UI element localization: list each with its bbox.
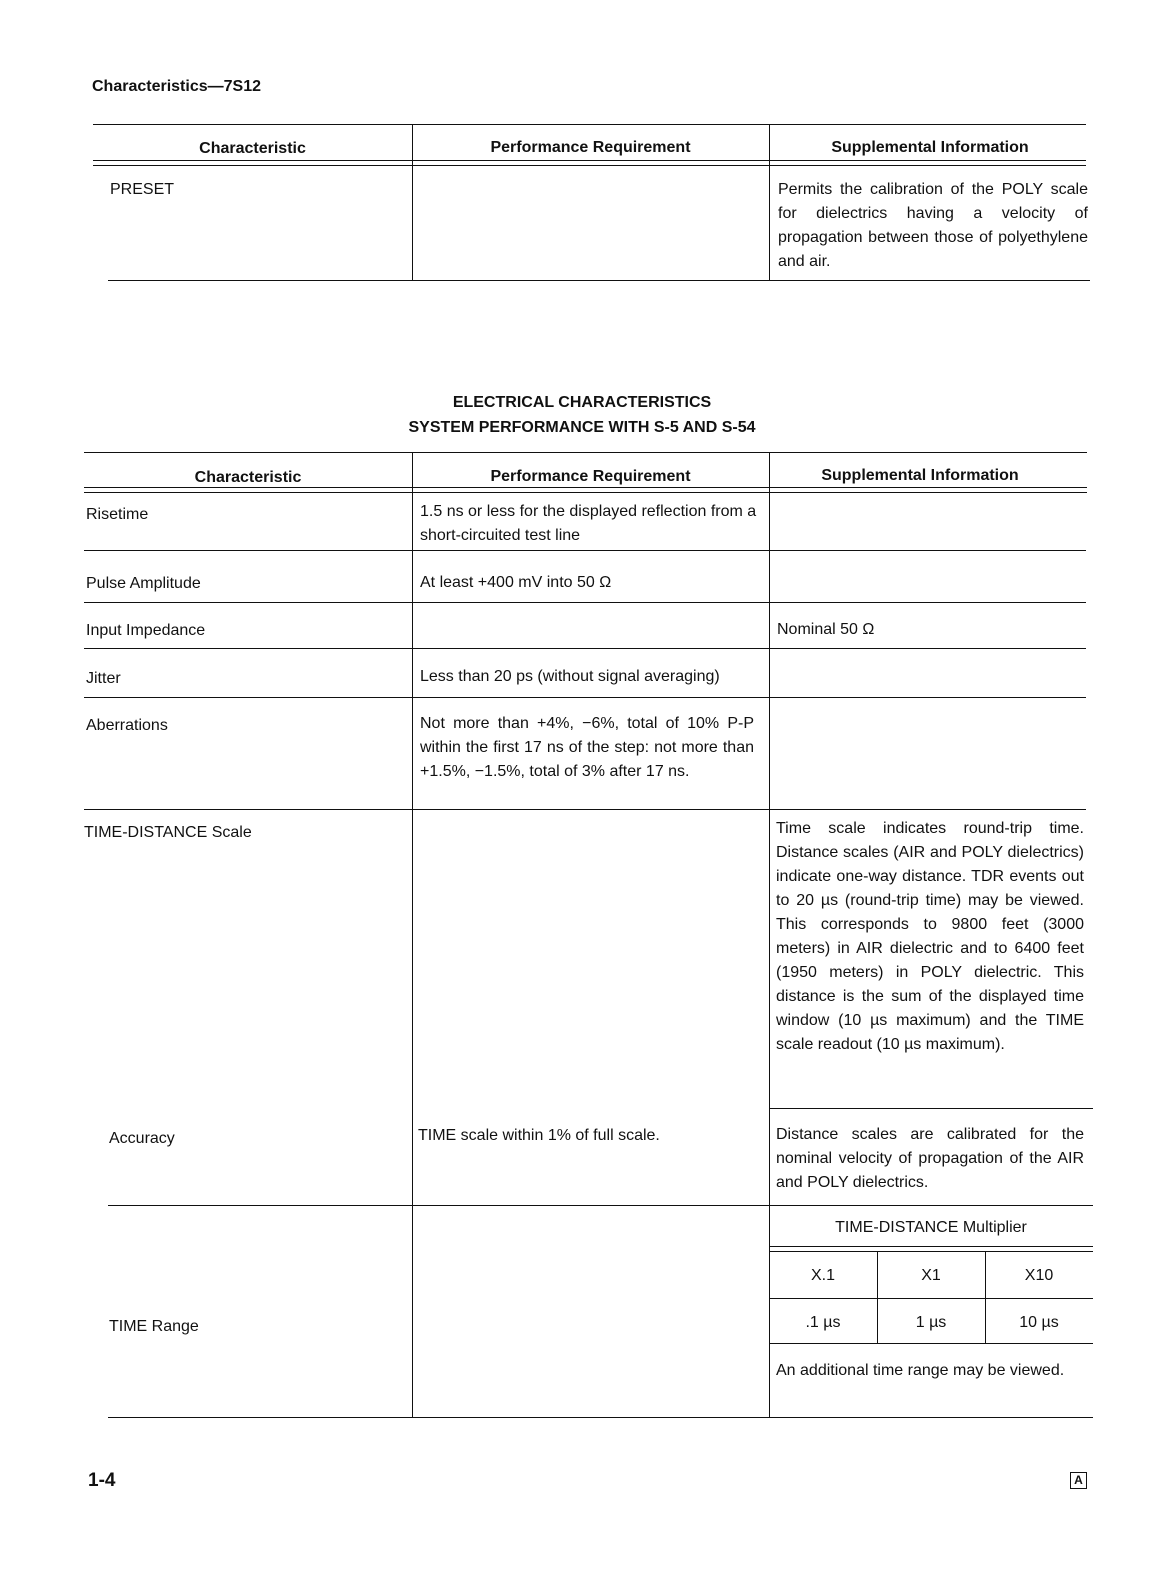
multiplier-title: TIME-DISTANCE Multiplier	[835, 1219, 1027, 1236]
table-rule	[769, 1246, 1093, 1247]
table-rule	[108, 280, 1090, 281]
time-range-x10: 10 µs	[1019, 1314, 1059, 1331]
table-rule	[769, 1251, 1093, 1252]
page-number: 1-4	[88, 1470, 116, 1491]
preset-characteristic: PRESET	[110, 181, 175, 198]
table-rule	[93, 160, 1086, 161]
row-pulse-amplitude-characteristic: Pulse Amplitude	[86, 575, 201, 592]
table-rule	[84, 550, 1086, 551]
column-header-performance: Performance Requirement	[490, 468, 691, 485]
table-rule	[84, 452, 1087, 453]
multiplier-x1: X1	[921, 1267, 941, 1284]
time-range-x1: 1 µs	[915, 1314, 947, 1331]
table-rule	[84, 602, 1086, 603]
row-accuracy-characteristic: Accuracy	[109, 1130, 175, 1147]
table-rule	[769, 1108, 1093, 1109]
running-head: Characteristics—7S12	[92, 78, 261, 95]
column-header-performance: Performance Requirement	[490, 139, 691, 156]
row-aberrations-characteristic: Aberrations	[86, 717, 168, 734]
row-risetime-requirement: 1.5 ns or less for the displayed reflection from a short-circuited test line	[420, 503, 757, 544]
table-rule	[769, 1298, 1093, 1299]
table-rule	[93, 124, 1086, 125]
column-divider	[412, 452, 413, 1418]
row-risetime-characteristic: Risetime	[86, 506, 149, 523]
table-rule	[108, 1417, 1093, 1418]
multiplier-x10: X10	[1024, 1267, 1054, 1284]
table-rule	[84, 492, 1087, 493]
row-accuracy-supplemental: Distance scales are calibrated for the nominal velocity of propagation of the AIR and POLY dielectrics.	[776, 1126, 1084, 1191]
row-pulse-amplitude-requirement: At least +400 mV into 50 Ω	[420, 574, 612, 591]
row-time-distance-scale-supplemental: Time scale indicates round-trip time. Distance scales (AIR and POLY dielectrics) indicate one-way distance. TDR events out to 20 µs (round-trip time) may be viewed. This corresponds to 9800 feet (3000 meters) in AIR dielectric and to 6400 feet (1950 meters) in POLY dielectric. This distance is the sum of the displayed time window (10 µs maximum) and the TIME scale readout (10 µs maximum).	[776, 820, 1084, 1053]
table-rule	[84, 648, 1086, 649]
row-accuracy-requirement: TIME scale within 1% of full scale.	[418, 1127, 660, 1144]
table-rule	[84, 809, 1086, 810]
row-jitter-requirement: Less than 20 ps (without signal averaging)	[420, 668, 720, 685]
row-jitter-characteristic: Jitter	[86, 670, 121, 687]
multiplier-x01: X.1	[810, 1267, 835, 1284]
column-header-characteristic: Characteristic	[194, 469, 302, 486]
row-input-impedance-supplemental: Nominal 50 Ω	[777, 621, 875, 638]
table-rule	[769, 1343, 1093, 1344]
preset-supplemental: Permits the calibration of the POLY scale for dielectrics having a velocity of propagation between those of polyethylene and air.	[778, 181, 1088, 270]
row-input-impedance-characteristic: Input Impedance	[86, 622, 206, 639]
table-rule	[84, 487, 1087, 488]
row-time-distance-scale-characteristic: TIME-DISTANCE Scale	[84, 824, 252, 841]
column-header-supplemental: Supplemental Information	[831, 139, 1029, 156]
row-time-range-characteristic: TIME Range	[109, 1318, 199, 1335]
revision-mark: A	[1070, 1472, 1087, 1489]
section-title: ELECTRICAL CHARACTERISTICS	[452, 394, 712, 411]
table-rule	[108, 1205, 1093, 1206]
row-aberrations-requirement: Not more than +4%, −6%, total of 10% P-P within the first 17 ns of the step: not more than +1.5%, −1.5%, total of 3% after 17 ns.	[420, 715, 754, 780]
time-range-note: An additional time range may be viewed.	[776, 1362, 1065, 1379]
section-subtitle: SYSTEM PERFORMANCE WITH S-5 AND S-54	[408, 419, 756, 436]
column-header-supplemental: Supplemental Information	[821, 467, 1019, 484]
time-range-x01: .1 µs	[805, 1314, 841, 1331]
table-rule	[93, 165, 1086, 166]
table-rule	[84, 697, 1086, 698]
column-header-characteristic: Characteristic	[199, 140, 306, 157]
